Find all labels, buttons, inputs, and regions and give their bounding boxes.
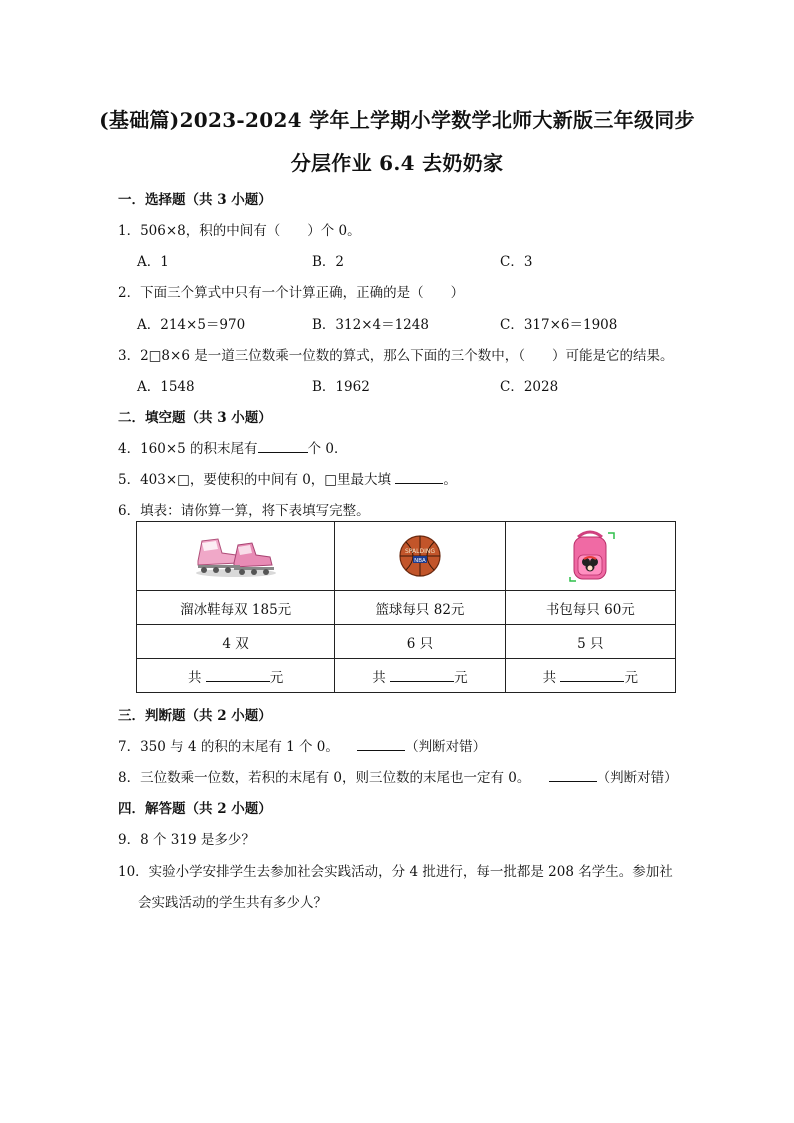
total-prefix: 共 [187,669,206,686]
table-cell-skate [137,522,335,591]
table-cell-basketball [335,522,505,591]
total-prefix: 共 [542,669,561,686]
total-answer-blank[interactable] [206,669,270,682]
table-cell: 篮球每只 82元 [335,591,505,625]
total-answer-blank[interactable] [390,669,454,682]
q3-option-c: C．2028 [500,379,559,395]
price-table [136,521,676,693]
question-2: 2．下面三个算式中只有一个计算正确，正确的是（ ） [118,285,465,301]
basketball-brand-text: SPALDING [404,548,435,555]
table-cell: 溜冰鞋每双 185元 [137,591,335,625]
table-row-price [137,591,676,625]
table-row-quantity [137,625,676,659]
table-cell: 5 只 [505,625,675,659]
table-cell: 书包每只 60元 [505,591,675,625]
table-cell-schoolbag [505,522,675,591]
q8-text: 8．三位数乘一位数，若积的末尾有 0，则三位数的末尾也一定有 0。 [118,770,531,786]
table-cell-total [335,659,505,693]
section-heading-fill: 二．填空题（共 3 小题） [118,410,272,426]
section-heading-judge: 三．判断题（共 2 小题） [118,708,272,724]
q7-text: 7．350 与 4 的积的末尾有 1 个 0。 [118,739,339,755]
question-10-line1: 10．实验小学安排学生去参加社会实践活动，分 4 批进行，每一批都是 208 名学生。参加社 [118,864,673,880]
question-5 [118,468,457,488]
question-7 [118,735,486,755]
inline-skate-icon [188,533,284,579]
total-answer-blank[interactable] [560,669,624,682]
q7-judge-label: （判断对错） [405,739,487,755]
q5-answer-blank[interactable] [395,471,443,484]
table-row-total [137,659,676,693]
table-row-images [137,522,676,591]
schoolbag-icon [564,529,616,583]
q4-text-after: 个 0． [307,441,348,457]
section-heading-solve: 四．解答题（共 2 小题） [118,801,272,817]
q3-option-b: B．1962 [312,379,370,395]
q8-judge-label: （判断对错） [596,770,678,786]
q8-answer-blank[interactable] [549,769,597,782]
table-cell-total [505,659,675,693]
q1-option-b: B．2 [312,254,345,270]
q7-answer-blank[interactable] [357,738,405,751]
q2-option-a: A．214×5＝970 [137,317,246,333]
q3-option-a: A．1548 [137,379,195,395]
table-cell: 6 只 [335,625,505,659]
question-3: 3．2□8×6 是一道三位数乘一位数的算式，那么下面的三个数中，（ ）可能是它的结果。 [118,348,674,364]
total-suffix: 元 [269,669,284,686]
table-cell: 4 双 [137,625,335,659]
q1-option-a: A．1 [137,254,169,270]
q2-option-c: C．317×6＝1908 [500,317,618,333]
question-9: 9．8 个 319 是多少？ [118,832,255,848]
question-10-line2: 会实践活动的学生共有多少人？ [138,895,327,911]
q2-option-b: B．312×4＝1248 [312,317,429,333]
table-cell-total [137,659,335,693]
total-suffix: 元 [454,669,468,686]
question-4 [118,437,347,457]
section-heading-choice: 一．选择题（共 3 小题） [118,192,272,208]
q5-text-after: 。 [443,472,457,488]
q4-answer-blank[interactable] [258,440,308,453]
basketball-logo-text: NBA [414,558,426,564]
question-8 [118,766,678,786]
total-prefix: 共 [372,669,391,686]
q1-option-c: C．3 [500,254,533,270]
total-suffix: 元 [624,669,638,686]
question-6: 6．填表：请你算一算，将下表填写完整。 [118,503,370,519]
question-1: 1．506×8，积的中间有（ ）个 0。 [118,223,361,239]
q4-text-before: 4．160×5 的积末尾有 [118,441,258,457]
document-title-line2: 分层作业 6.4 去奶奶家 [290,151,504,175]
basketball-icon [397,533,443,579]
document-title-line1: (基础篇)2023-2024 学年上学期小学数学北师大新版三年级同步 [99,108,695,132]
q5-text-before: 5．403×□，要使积的中间有 0，□里最大填 [118,472,396,488]
